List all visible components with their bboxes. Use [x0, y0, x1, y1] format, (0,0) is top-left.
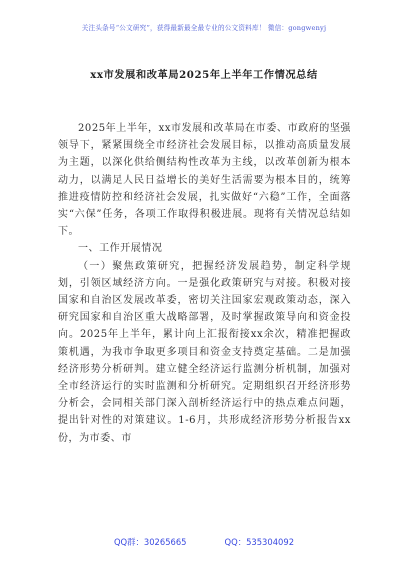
document-title: xx市发展和改革局2025年上半年工作情况总结: [90, 69, 318, 81]
footer-qq-number: QQ：535304092: [224, 537, 295, 547]
section-heading: 一、工作开展情况: [78, 243, 163, 255]
item-one-paragraph: （一）聚焦政策研究，把握经济发展趋势，制定科学规划，引领区域经济方向。一是强化政策研究与对接。积极对接国家和自治区发展改革委，密切关注国家宏观政策动态，深入研究国家和自治区重大战略部署，及时掌握政策导向和资金投向。2025年上半年，累计向上汇报衔接xx余次，精准把握政策机遇，为我市争取更多项目和资金支持奠定基础。二是加强经济形势分析研判。建立健全经济运行监测分析机制，加强对全市经济运行的实时监测和分析研究。定期组织召开经济形势分析会，会同相关部门深入剖析经济运行中的热点难点问题，提出针对性的对策建议。1-6月，共形成经济形势分析报告xx份，为市委、市: [58, 260, 351, 444]
header-banner: 关注头条号“公文研究”，获得最新最全最专业的公文资料库！ 微信：gongwenyj: [81, 24, 327, 32]
document-body: [58, 120, 351, 447]
footer-qq-group: QQ群：30265665: [113, 537, 187, 547]
intro-paragraph: 2025年上半年，xx市发展和改革局在市委、市政府的坚强领导下，紧紧围绕全市经济社会发展目标，以推动高质量发展为主题，以深化供给侧结构性改革为主线，以改革创新为根本动力，以满足人民日益增长的美好生活需要为根本目的，统筹推进疫情防控和经济社会发展，扎实做好“六稳”工作，全面落实“六保”任务，各项工作取得积极进展。现将有关情况总结如下。: [58, 123, 351, 238]
footer-contact: [0, 536, 408, 548]
